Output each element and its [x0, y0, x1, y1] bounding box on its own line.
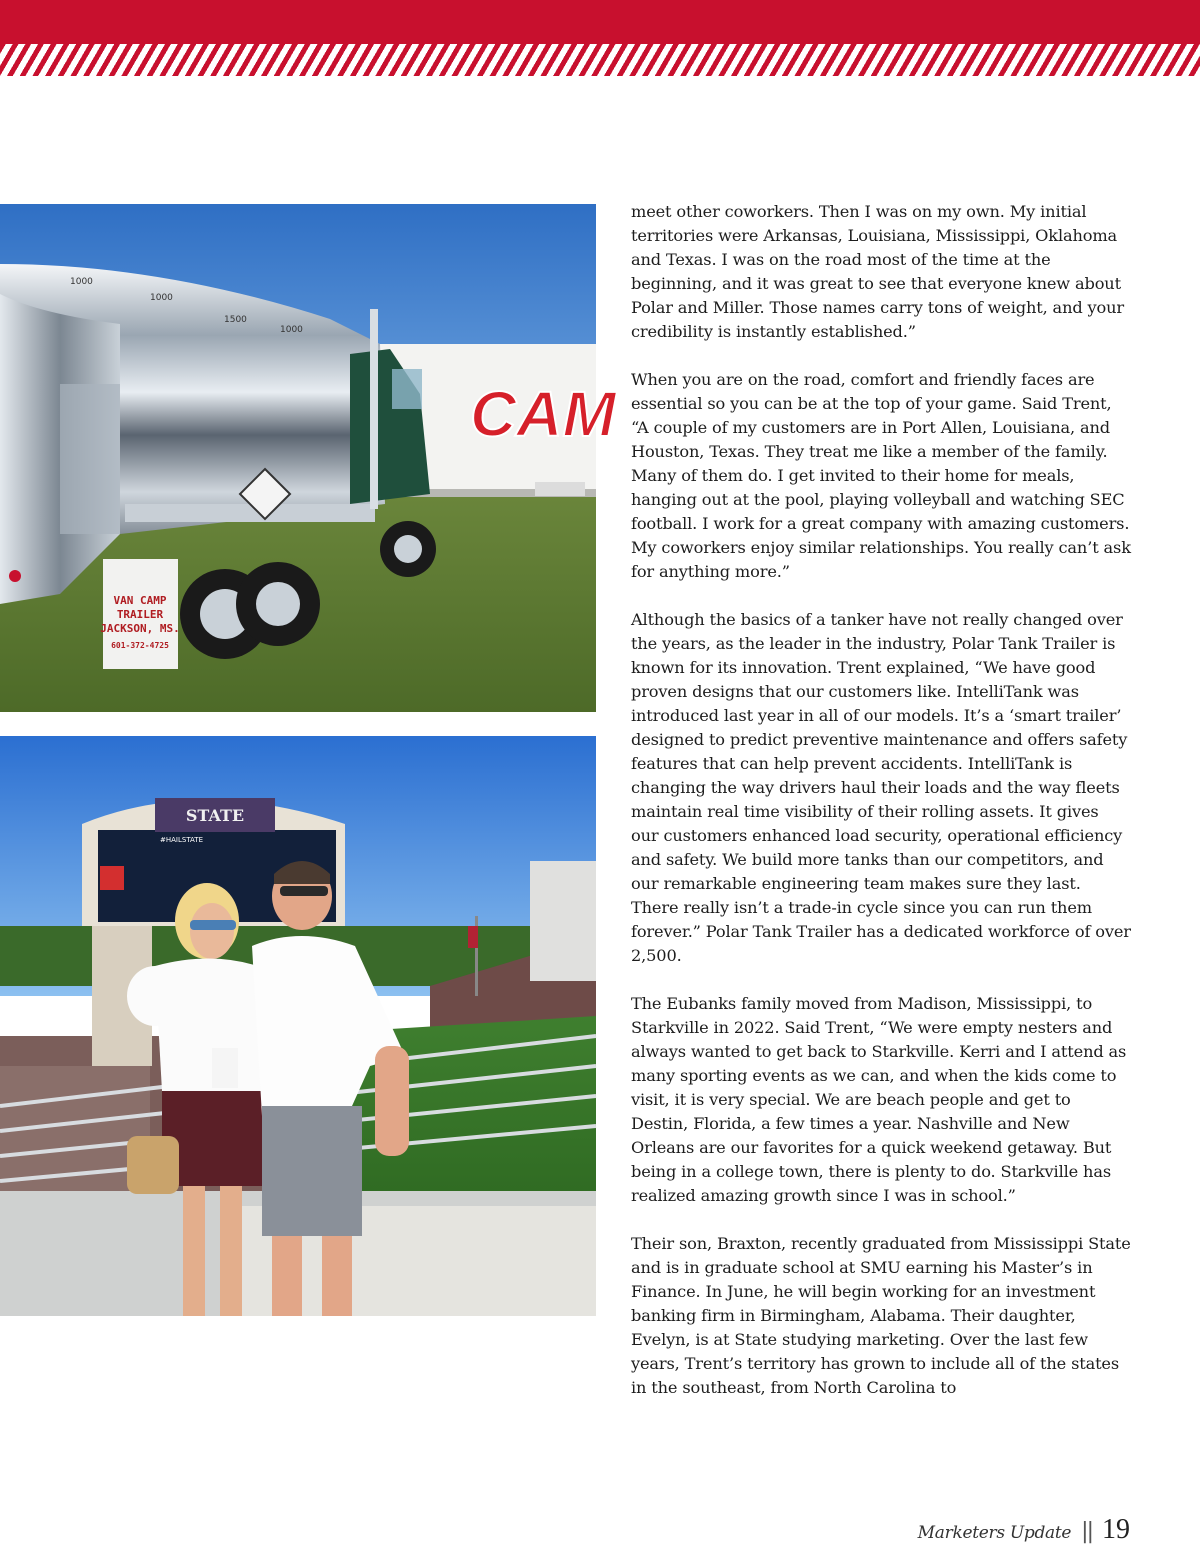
scoreboard-badge-text: STATE	[185, 806, 245, 825]
mud-flap-text: 601-372-4725	[111, 641, 169, 650]
publication-name: Marketers Update	[917, 1523, 1072, 1543]
header-stripe-pattern	[0, 44, 1200, 76]
tank-marking: 1500	[224, 315, 247, 325]
mud-flap-text: JACKSON, MS.	[100, 622, 180, 635]
stadium-illustration	[0, 736, 596, 1316]
tank-marking: 1000	[150, 293, 173, 303]
article-paragraph: Although the basics of a tanker have not really changed over the years, as the leader in the industry, Polar Tank Trailer is known for its innovation. Trent explained, “We have good proven designs that our customers like. IntelliTank was introduced last year in all of our models. It’s a ‘smart trailer’ designed to predict preventive maintenance and offers safety features that can help prevent accidents. IntelliTank is changing the way drivers haul their loads and the way fleets maintain real time visibility of their rolling assets. It gives our customers enhanced load security, operational efficiency and safety. We build more tanks than our competitors, and our remarkable engineering team makes sure they last. There really isn’t a trade-in cycle since you can run them forever.” Polar Tank Trailer has a dedicated workforce of over 2,500.	[631, 610, 1131, 965]
mud-flap-text: TRAILER	[116, 608, 164, 621]
page-footer	[918, 1514, 1130, 1546]
scoreboard-tag-text: #HAILSTATE	[160, 836, 204, 844]
article-paragraph: When you are on the road, comfort and friendly faces are essential so you can be at the top of your game. Said Trent, “A couple of my customers are in Port Allen, Louisiana, and Houston, Texas. They treat me like a member of the family. Many of them do. I get invited to their home for meals, hanging out at the pool, playing volleyball and watching SEC football. I work for a great company with amazing customers. My coworkers enjoy similar relationships. You really can’t ask for anything more.”	[631, 370, 1131, 581]
article-paragraph: The Eubanks family moved from Madison, Mississippi, to Starkville in 2022. Said Trent, “We were empty nesters and always wanted to get back to Starkville. Kerri and I attend as many sporting events as we can, and when the kids come to visit, it is very special. We are beach people and get to Destin, Florida, a few times a year. Nashville and New Orleans are our favorites for a quick weekend getaway. But being in a college town, there is plenty to do. Starkville has realized amazing growth since I was in school.”	[631, 994, 1127, 1205]
mud-flap-text: VAN CAMP	[113, 594, 167, 607]
article-body	[631, 200, 1131, 1424]
article-paragraph: meet other coworkers. Then I was on my own. My initial territories were Arkansas, Louisiana, Mississippi, Oklahoma and Texas. I was on the road most of the time at the beginning, and it was great to see that everyone knew about Polar and Miller. Those names carry tons of weight, and your credibility is instantly established.”	[631, 202, 1125, 341]
tanker-truck-illustration	[0, 204, 616, 712]
tank-marking: 1000	[70, 277, 93, 287]
tank-marking: 1000	[280, 325, 303, 335]
trailer-sign-text: CAM	[470, 378, 616, 450]
page-number: 19	[1102, 1514, 1130, 1545]
footer-separator: ||	[1081, 1519, 1092, 1544]
header-red-band	[0, 0, 1200, 44]
article-paragraph: Their son, Braxton, recently graduated from Mississippi State and is in graduate school at SMU earning his Master’s in Finance. In June, he will begin working for an investment banking firm in Birmingham, Alabama. Their daughter, Evelyn, is at State studying marketing. Over the last few years, Trent’s territory has grown to include all of the states in the southeast, from North Carolina to	[631, 1234, 1131, 1397]
tanker-truck-photo	[0, 204, 616, 712]
stadium-couple-photo	[0, 736, 596, 1316]
